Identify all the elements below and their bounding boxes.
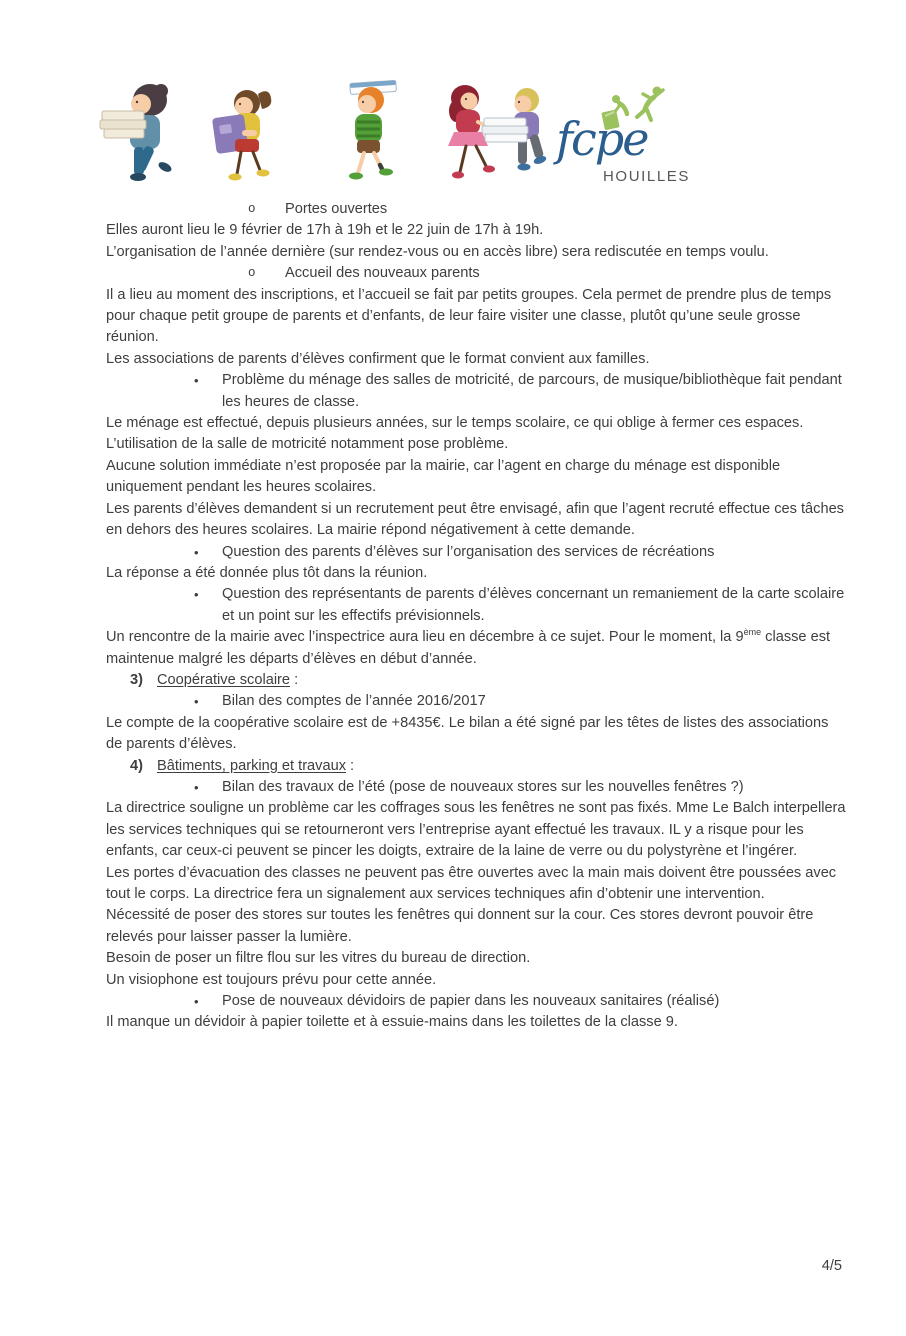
section-title: Coopérative scolaire bbox=[157, 671, 291, 688]
bullet-text: Portes ouvertes bbox=[285, 201, 388, 217]
paragraph: Les portes d’évacuation des classes ne peuvent pas être ouvertes avec la main mais doivent être poussées avec tout le corps. La directrice fera un signalement aux services techniques afin d’obtenir une intervention. bbox=[106, 864, 837, 902]
superscript-text: ème bbox=[743, 627, 762, 638]
paragraph bbox=[106, 627, 848, 670]
section-heading bbox=[106, 670, 848, 691]
page-number: 4/5 bbox=[821, 1258, 842, 1274]
bullet-marker: o bbox=[248, 266, 256, 281]
section-number: 4) bbox=[130, 757, 143, 774]
bullet-text: Bilan des comptes de l’année 2016/2017 bbox=[222, 693, 486, 710]
bullet-item bbox=[106, 370, 848, 413]
paragraph: Aucune solution immédiate n’est proposée par la mairie, car l’agent en charge du ménage est disponible uniquement pendant les heures scolaires. bbox=[106, 457, 781, 496]
paragraph: Le ménage est effectué, depuis plusieurs années, sur le temps scolaire, ce qui oblige à fermer ces espaces. L’utilisation de la salle de motricité notamment pose problème. bbox=[106, 415, 804, 453]
logo-text-fcpe: fcpe bbox=[556, 112, 648, 166]
girl-carrying-folder-icon bbox=[202, 86, 292, 186]
section-title: Bâtiments, parking et travaux bbox=[157, 757, 346, 774]
paragraph: L’organisation de l’année dernière (sur rendez-vous ou en accès libre) sera rediscutée en temps voulu. bbox=[106, 243, 769, 260]
paragraph: Les associations de parents d’élèves confirment que le format convient aux familles. bbox=[106, 350, 650, 367]
paragraph: Les parents d’élèves demandent si un recrutement peut être envisagé, afin que l’agent recruté effectue ces tâches en dehors des heures scolaires. La mairie répond négativement à cette demande. bbox=[106, 500, 844, 539]
bullet-item bbox=[106, 584, 848, 627]
sub-bullet-item bbox=[106, 263, 848, 284]
paragraph: Besoin de poser un filtre flou sur les vitres du bureau de direction. bbox=[106, 950, 531, 967]
bullet-text: Problème du ménage des salles de motricité, de parcours, de musique/bibliothèque fait pendant les heures de classe. bbox=[222, 372, 842, 410]
bullet-item bbox=[106, 991, 848, 1012]
text-segment: Un rencontre de la mairie avec l’inspectrice aura lieu en décembre à ce sujet. Pour le moment, la 9 bbox=[106, 629, 744, 646]
paragraph: Elles auront lieu le 9 février de 17h à 19h et le 22 juin de 17h à 19h. bbox=[106, 222, 544, 239]
bullet-marker: • bbox=[194, 587, 199, 603]
logo-text-houilles: HOUILLES bbox=[603, 168, 690, 185]
children-carrying-books-icon bbox=[432, 80, 560, 186]
text-segment: classe est maintenue malgré les départs d’élèves en début d’année. bbox=[106, 629, 831, 667]
bullet-marker: • bbox=[194, 694, 199, 710]
fcpe-houilles-logo bbox=[556, 84, 708, 188]
bullet-marker: • bbox=[194, 373, 199, 389]
boy-carrying-books-icon bbox=[98, 78, 193, 185]
bullet-text: Question des parents d’élèves sur l’organisation des services de récréations bbox=[222, 543, 715, 560]
bullet-marker: o bbox=[248, 202, 256, 216]
bullet-text: Bilan des travaux de l’été (pose de nouveaux stores sur les nouvelles fenêtres ?) bbox=[222, 778, 744, 795]
bullet-text: Accueil des nouveaux parents bbox=[285, 265, 480, 282]
paragraph: Le compte de la coopérative scolaire est de +8435€. Le bilan a été signé par les têtes de listes des associations de parents d’élèves. bbox=[106, 714, 829, 753]
bullet-text: Pose de nouveaux dévidoirs de papier dans les nouveaux sanitaires (réalisé) bbox=[222, 993, 720, 1010]
paragraph: Un visiophone est toujours prévu pour cette année. bbox=[106, 971, 437, 988]
boy-balancing-book-icon bbox=[328, 76, 413, 184]
section-suffix: : bbox=[290, 671, 299, 688]
sub-bullet-item bbox=[106, 199, 848, 220]
page-header bbox=[0, 0, 906, 198]
paragraph: Il manque un dévidoir à papier toilette et à essuie-mains dans les toilettes de la classe 9. bbox=[106, 1014, 678, 1031]
section-heading bbox=[106, 756, 848, 777]
bullet-marker: • bbox=[194, 779, 199, 795]
paragraph: Il a lieu au moment des inscriptions, et l’accueil se fait par petits groupes. Cela permet de prendre plus de temps pour chaque petit groupe de parents et d’enfants, de leur faire visiter une classe, plutôt qu’une seule grosse réunion. bbox=[106, 286, 832, 346]
bullet-marker: • bbox=[194, 544, 199, 560]
paragraph: Nécessité de poser des stores sur toutes les fenêtres qui donnent sur la cour. Ces stores devront pouvoir être relevés pour laisser passer la lumière. bbox=[106, 907, 814, 945]
bullet-item bbox=[106, 777, 848, 798]
section-suffix: : bbox=[346, 757, 355, 774]
bullet-marker: • bbox=[194, 994, 199, 1010]
paragraph: La réponse a été donnée plus tôt dans la réunion. bbox=[106, 564, 428, 581]
bullet-text: Question des représentants de parents d’élèves concernant un remaniement de la carte scolaire et un point sur les effectifs prévisionnels. bbox=[222, 586, 845, 624]
bullet-item bbox=[106, 691, 848, 712]
paragraph: La directrice souligne un problème car les coffrages sous les fenêtres ne sont pas fixés. Mme Le Balch interpellera les services techniques qui se retourneront vers l’entreprise ayant effectué les travaux. IL y a risque pour les enfants, car ceux-ci peuvent se pincer les doigts, extraire de la laine de verre ou du polystyrène et l’ingérer. bbox=[106, 800, 846, 860]
bullet-item bbox=[106, 542, 848, 563]
section-number: 3) bbox=[130, 671, 143, 688]
document-content bbox=[106, 199, 848, 1034]
